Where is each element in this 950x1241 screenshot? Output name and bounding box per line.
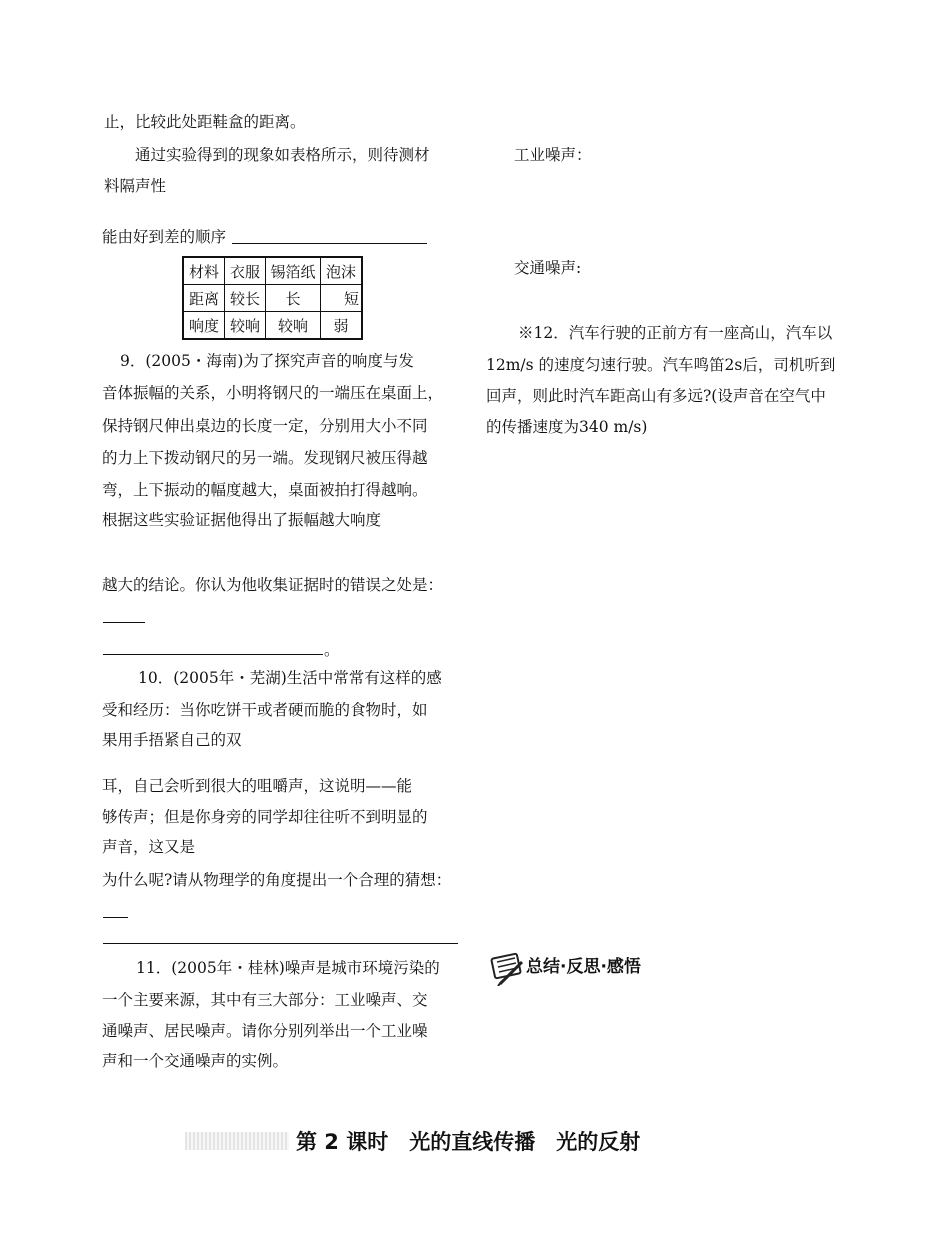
- text-line: 够传声；但是你身旁的同学却往往听不到明显的: [102, 808, 428, 826]
- text-line: 弯，上下振动的幅度越大，桌面被拍打得越响。: [102, 481, 428, 499]
- answer-blank[interactable]: [103, 654, 323, 655]
- text-line: 声和一个交通噪声的实例。: [102, 1052, 289, 1070]
- text-line: 12m/s 的速度匀速行驶。汽车鸣笛2s后，司机听到: [486, 356, 836, 374]
- text-line: 的力上下拨动钢尺的另一端。发现钢尺被压得越: [102, 449, 428, 467]
- text-line: 回声，则此时汽车距高山有多远?(设声音在空气中: [486, 387, 826, 405]
- summary-title: 总结·反思·感悟: [526, 957, 641, 977]
- answer-blank[interactable]: [232, 243, 427, 244]
- answer-blank[interactable]: [103, 943, 458, 944]
- table-cell: 较长: [225, 285, 266, 312]
- header-decoration: [185, 1132, 289, 1150]
- question-9: 9．(2005・海南)为了探究声音的响度与发: [120, 352, 414, 370]
- question-12: ※12．汽车行驶的正前方有一座高山，汽车以: [518, 324, 833, 342]
- notebook-pen-icon: [490, 948, 528, 986]
- question-11: 11．(2005年・桂林)噪声是城市环境污染的: [136, 959, 440, 977]
- text-line: 能由好到差的顺序: [102, 228, 227, 246]
- table-cell: 短: [321, 285, 363, 312]
- text-line: 越大的结论。你认为他收集证据时的错误之处是：: [102, 576, 444, 594]
- table-cell: 弱: [321, 312, 363, 340]
- text-line: 果用手捂紧自己的双: [102, 731, 242, 749]
- text-line: 耳，自己会听到很大的咀嚼声，这说明——能: [102, 777, 413, 795]
- answer-blank[interactable]: [103, 622, 145, 623]
- text-line: 受和经历：当你吃饼干或者硬而脆的食物时，如: [102, 701, 428, 719]
- traffic-noise-label: 交通噪声:: [514, 259, 582, 277]
- text-line: 音体振幅的关系，小明将钢尺的一端压在桌面上，: [102, 384, 444, 402]
- answer-blank[interactable]: [103, 917, 128, 918]
- lesson-header: [185, 1124, 665, 1160]
- table-row: [183, 285, 362, 312]
- table-cell: 较响: [225, 312, 266, 340]
- table-cell: 距离: [183, 285, 225, 312]
- lesson-title: 第 2 课时 光的直线传播 光的反射: [296, 1130, 641, 1154]
- text-line: 通过实验得到的现象如表格所示，则待测材: [135, 146, 430, 164]
- period: 。: [324, 641, 340, 659]
- table-cell: 响度: [183, 312, 225, 340]
- table-cell: 泡沫: [321, 257, 363, 285]
- material-table: [182, 256, 363, 340]
- summary-section-logo: [490, 948, 670, 988]
- industrial-noise-label: 工业噪声：: [514, 146, 592, 164]
- text-line: 的传播速度为340 m/s): [486, 418, 648, 436]
- table-row: [183, 257, 362, 285]
- table-row: [183, 312, 362, 340]
- text-line: 止，比较此处距鞋盒的距离。: [104, 113, 306, 131]
- text-line: 一个主要来源，其中有三大部分：工业噪声、交: [102, 991, 428, 1009]
- text-line: 料隔声性: [104, 177, 167, 195]
- text-line: 声音，这又是: [102, 838, 196, 856]
- text-line: 保持钢尺伸出桌边的长度一定，分别用大小不同: [102, 417, 428, 435]
- table-cell: 较响: [266, 312, 321, 340]
- table-cell: 衣服: [225, 257, 266, 285]
- question-10: 10．(2005年・芜湖)生活中常常有这样的感: [138, 669, 442, 687]
- table-cell: 长: [266, 285, 321, 312]
- text-line: 通噪声、居民噪声。请你分别列举出一个工业噪: [102, 1022, 428, 1040]
- table-cell: 锡箔纸: [266, 257, 321, 285]
- text-line: 为什么呢?请从物理学的角度提出一个合理的猜想：: [102, 871, 452, 889]
- table-cell: 材料: [183, 257, 225, 285]
- text-line: 根据这些实验证据他得出了振幅越大响度: [102, 511, 382, 529]
